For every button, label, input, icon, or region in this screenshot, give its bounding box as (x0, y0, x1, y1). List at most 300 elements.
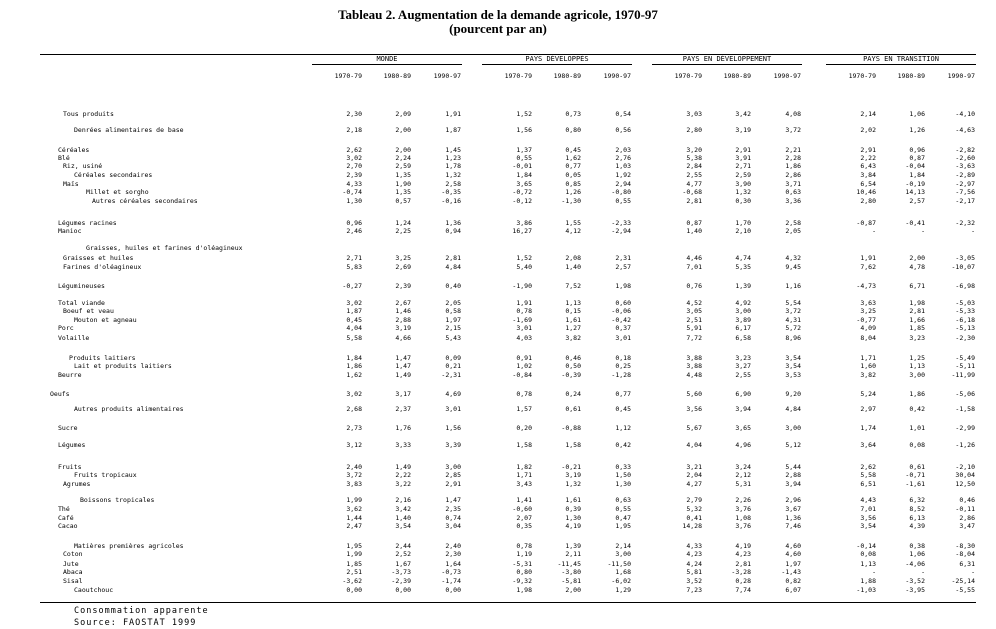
cell-value: -0,80 (611, 188, 631, 196)
cell-value: -3,05 (955, 254, 975, 262)
cell-value: 3,72 (785, 126, 801, 134)
cell-value: 0,85 (565, 180, 581, 188)
cell-value: 1,40 (686, 227, 702, 235)
cell-value: 3,23 (735, 354, 751, 362)
cell-value: 2,40 (445, 542, 461, 550)
cell-value: 0,25 (615, 362, 631, 370)
cell-value: 1,41 (516, 496, 532, 504)
cell-value: 3,54 (785, 362, 801, 370)
cell-value: 3,94 (735, 405, 751, 413)
cell-value: 2,55 (735, 371, 751, 379)
cell-value: 2,94 (615, 180, 631, 188)
cell-value: 3,00 (909, 371, 925, 379)
cell-value: 3,82 (565, 334, 581, 342)
cell-value: 3,20 (686, 146, 702, 154)
row-label: Légumineuses (58, 282, 105, 290)
cell-value: 2,73 (346, 424, 362, 432)
cell-value: 6,32 (909, 496, 925, 504)
cell-value: 3,22 (395, 480, 411, 488)
cell-value: 3,01 (516, 324, 532, 332)
cell-value: 0,00 (445, 586, 461, 594)
cell-value: 0,38 (909, 542, 925, 550)
cell-value: 0,78 (516, 390, 532, 398)
cell-value: 10,46 (856, 188, 876, 196)
cell-value: -7,56 (955, 188, 975, 196)
cell-value: 0,39 (565, 505, 581, 513)
cell-value: 9,20 (785, 390, 801, 398)
cell-value: 1,71 (516, 471, 532, 479)
cell-value: 1,87 (445, 126, 461, 134)
cell-value: 2,22 (395, 471, 411, 479)
table-row (0, 550, 996, 559)
cell-value: 1,13 (860, 560, 876, 568)
cell-value: - (971, 227, 975, 235)
row-label: Café (58, 514, 74, 522)
row-label: Sisal (63, 577, 83, 585)
cell-value: 1,87 (346, 307, 362, 315)
cell-value: 2,07 (516, 514, 532, 522)
cell-value: 0,58 (445, 307, 461, 315)
table-row (0, 505, 996, 514)
cell-value: 6,13 (909, 514, 925, 522)
cell-value: -1,03 (856, 586, 876, 594)
cell-value: 4,04 (686, 441, 702, 449)
cell-value: -0,14 (856, 542, 876, 550)
cell-value: 1,23 (445, 154, 461, 162)
cell-value: 6,54 (860, 180, 876, 188)
row-label: Riz, usiné (63, 162, 103, 170)
table-row (0, 362, 996, 371)
row-label: Légumes racines (58, 219, 117, 227)
cell-value: 4,39 (909, 522, 925, 530)
cell-value: 1,92 (615, 171, 631, 179)
cell-value: 1,61 (565, 316, 581, 324)
cell-value: 2,55 (686, 171, 702, 179)
table-row (0, 471, 996, 480)
cell-value: 1,57 (516, 405, 532, 413)
cell-value: 2,79 (686, 496, 702, 504)
cell-value: 2,59 (735, 171, 751, 179)
cell-value: 0,60 (615, 299, 631, 307)
cell-value: 2,22 (860, 154, 876, 162)
cell-value: -2,39 (391, 577, 411, 585)
cell-value: 8,52 (909, 505, 925, 513)
cell-value: 2,39 (395, 282, 411, 290)
cell-value: 7,52 (565, 282, 581, 290)
cell-value: 2,00 (909, 254, 925, 262)
cell-value: 2,62 (346, 146, 362, 154)
table-row (0, 586, 996, 595)
cell-value: -2,89 (955, 171, 975, 179)
cell-value: 2,68 (346, 405, 362, 413)
cell-value: 1,35 (395, 188, 411, 196)
cell-value: 3,04 (445, 522, 461, 530)
cell-value: 2,14 (615, 542, 631, 550)
cell-value: 14,28 (682, 522, 702, 530)
cell-value: 16,27 (512, 227, 532, 235)
cell-value: 0,15 (565, 307, 581, 315)
cell-value: -1,58 (955, 405, 975, 413)
cell-value: 7,01 (686, 263, 702, 271)
cell-value: 1,32 (735, 188, 751, 196)
cell-value: 3,27 (735, 362, 751, 370)
cell-value: 7,23 (686, 586, 702, 594)
group-header-label: PAYS EN DÉVELOPPEMENT (652, 55, 802, 65)
cell-value: -5,81 (561, 577, 581, 585)
cell-value: -0,06 (611, 307, 631, 315)
cell-value: -0,21 (561, 463, 581, 471)
cell-value: 2,00 (395, 126, 411, 134)
cell-value: 1,49 (395, 463, 411, 471)
row-label: Denrées alimentaires de base (74, 126, 184, 134)
cell-value: 4,52 (686, 299, 702, 307)
table-row (0, 110, 996, 119)
cell-value: 3,54 (395, 522, 411, 530)
cell-value: 4,33 (686, 542, 702, 550)
cell-value: 0,33 (615, 463, 631, 471)
cell-value: 3,65 (735, 424, 751, 432)
cell-value: - (872, 227, 876, 235)
cell-value: -0,12 (512, 197, 532, 205)
cell-value: 3,02 (346, 299, 362, 307)
row-label: Total viande (58, 299, 105, 307)
cell-value: 30,04 (955, 471, 975, 479)
cell-value: -2,97 (955, 180, 975, 188)
cell-value: 1,32 (445, 171, 461, 179)
cell-value: 1,56 (445, 424, 461, 432)
cell-value: 1,98 (615, 282, 631, 290)
cell-value: 3,86 (516, 219, 532, 227)
cell-value: 3,65 (516, 180, 532, 188)
cell-value: -4,63 (955, 126, 975, 134)
cell-value: 6,51 (860, 480, 876, 488)
cell-value: 4,19 (735, 542, 751, 550)
table-row (0, 405, 996, 414)
cell-value: 1,36 (785, 514, 801, 522)
table-row (0, 424, 996, 433)
cell-value: 0,96 (909, 146, 925, 154)
cell-value: 1,12 (615, 424, 631, 432)
year-header: 1970-79 (334, 72, 362, 80)
cell-value: 2,46 (346, 227, 362, 235)
cell-value: 1,66 (909, 316, 925, 324)
cell-value: 1,84 (516, 171, 532, 179)
cell-value: 2,35 (445, 505, 461, 513)
cell-value: 4,74 (735, 254, 751, 262)
cell-value: 4,84 (785, 405, 801, 413)
cell-value: 1,01 (909, 424, 925, 432)
cell-value: 2,58 (445, 180, 461, 188)
cell-value: 1,84 (909, 171, 925, 179)
cell-value: 2,16 (395, 496, 411, 504)
cell-value: 5,67 (686, 424, 702, 432)
cell-value: 0,63 (785, 188, 801, 196)
cell-value: 2,91 (735, 146, 751, 154)
cell-value: -3,80 (561, 568, 581, 576)
cell-value: 3,05 (686, 307, 702, 315)
cell-value: 2,88 (785, 471, 801, 479)
cell-value: 0,40 (445, 282, 461, 290)
table-row (0, 496, 996, 505)
cell-value: 3,00 (445, 463, 461, 471)
row-label: Manioc (58, 227, 82, 235)
cell-value: 1,86 (909, 390, 925, 398)
cell-value: -3,73 (391, 568, 411, 576)
cell-value: 3,02 (346, 154, 362, 162)
cell-value: 1,35 (395, 171, 411, 179)
cell-value: 4,31 (785, 316, 801, 324)
cell-value: -2,30 (955, 334, 975, 342)
cell-value: 4,12 (565, 227, 581, 235)
cell-value: 5,31 (735, 480, 751, 488)
cell-value: 0,82 (785, 577, 801, 585)
cell-value: -0,41 (905, 219, 925, 227)
cell-value: 1,99 (346, 550, 362, 558)
row-label: Autres céréales secondaires (92, 197, 198, 205)
cell-value: 0,55 (615, 197, 631, 205)
row-label: Porc (58, 324, 74, 332)
cell-value: 3,21 (686, 463, 702, 471)
cell-value: 0,78 (516, 542, 532, 550)
cell-value: 1,62 (565, 154, 581, 162)
cell-value: 1,47 (395, 354, 411, 362)
cell-value: 1,36 (445, 219, 461, 227)
cell-value: 1,30 (346, 197, 362, 205)
cell-value: 1,85 (346, 560, 362, 568)
cell-value: -11,50 (607, 560, 631, 568)
cell-value: 3,64 (860, 441, 876, 449)
cell-value: 7,01 (860, 505, 876, 513)
cell-value: - (872, 568, 876, 576)
table-row (0, 307, 996, 316)
cell-value: 0,46 (565, 354, 581, 362)
cell-value: 0,87 (909, 154, 925, 162)
cell-value: 14,13 (905, 188, 925, 196)
cell-value: -3,62 (342, 577, 362, 585)
cell-value: 3,03 (686, 110, 702, 118)
group-header-label: MONDE (312, 55, 462, 65)
cell-value: 1,74 (860, 424, 876, 432)
year-header: 1970-79 (504, 72, 532, 80)
cell-value: 1,13 (909, 362, 925, 370)
cell-value: 1,30 (615, 480, 631, 488)
cell-value: -5,33 (955, 307, 975, 315)
cell-value: -1,26 (955, 441, 975, 449)
cell-value: 1,26 (909, 126, 925, 134)
row-label: Mouton et agneau (74, 316, 137, 324)
cell-value: 1,52 (516, 110, 532, 118)
row-label: Volaille (58, 334, 90, 342)
row-label: Sucre (58, 424, 78, 432)
row-label: Tous produits (63, 110, 114, 118)
cell-value: 1,71 (860, 354, 876, 362)
cell-value: -5,31 (512, 560, 532, 568)
cell-value: -2,32 (955, 219, 975, 227)
table-row (0, 568, 996, 577)
cell-value: 4,33 (346, 180, 362, 188)
table-row (0, 522, 996, 531)
table-title: Tableau 2. Augmentation de la demande agricole, 1970-97 (338, 7, 658, 22)
cell-value: 6,07 (785, 586, 801, 594)
cell-value: 0,28 (735, 577, 751, 585)
cell-value: 2,81 (445, 254, 461, 262)
cell-value: 3,33 (395, 441, 411, 449)
cell-value: 2,91 (445, 480, 461, 488)
cell-value: 3,52 (686, 577, 702, 585)
cell-value: 6,31 (959, 560, 975, 568)
cell-value: 0,94 (445, 227, 461, 235)
cell-value: 0,08 (909, 441, 925, 449)
cell-value: 0,73 (565, 110, 581, 118)
cell-value: -0,71 (905, 471, 925, 479)
cell-value: -5,06 (955, 390, 975, 398)
cell-value: 1,39 (565, 542, 581, 550)
cell-value: 2,09 (395, 110, 411, 118)
cell-value: -4,73 (856, 282, 876, 290)
cell-value: 3,54 (785, 354, 801, 362)
cell-value: 0,45 (565, 146, 581, 154)
cell-value: -1,74 (441, 577, 461, 585)
cell-value: 0,20 (516, 424, 532, 432)
cell-value: 2,26 (735, 496, 751, 504)
cell-value: 1,99 (346, 496, 362, 504)
cell-value: 1,91 (860, 254, 876, 262)
cell-value: 7,62 (860, 263, 876, 271)
cell-value: 0,00 (346, 586, 362, 594)
cell-value: 0,46 (959, 496, 975, 504)
cell-value: 1,06 (909, 110, 925, 118)
cell-value: -6,98 (955, 282, 975, 290)
cell-value: 3,54 (860, 522, 876, 530)
cell-value: -2,10 (955, 463, 975, 471)
cell-value: 5,81 (686, 568, 702, 576)
cell-value: 1,58 (565, 441, 581, 449)
cell-value: 2,58 (785, 219, 801, 227)
cell-value: 5,54 (785, 299, 801, 307)
cell-value: 0,21 (445, 362, 461, 370)
cell-value: -6,18 (955, 316, 975, 324)
cell-value: 2,91 (860, 146, 876, 154)
cell-value: 7,72 (686, 334, 702, 342)
cell-value: 6,90 (735, 390, 751, 398)
cell-value: 1,97 (785, 560, 801, 568)
cell-value: 2,57 (615, 263, 631, 271)
row-label: Jute (63, 560, 79, 568)
group-header-0 (312, 55, 462, 65)
cell-value: -0,01 (512, 162, 532, 170)
table-row (0, 171, 996, 180)
footnote-source: Source: FAOSTAT 1999 (74, 618, 197, 628)
cell-value: -2,60 (955, 154, 975, 162)
cell-value: 3,00 (785, 424, 801, 432)
cell-value: 1,47 (445, 496, 461, 504)
cell-value: 2,81 (686, 197, 702, 205)
row-label: Lait et produits laitiers (74, 362, 172, 370)
cell-value: 4,32 (785, 254, 801, 262)
row-label: Céréales (58, 146, 90, 154)
cell-value: 5,91 (686, 324, 702, 332)
cell-value: 2,59 (395, 162, 411, 170)
cell-value: 2,37 (395, 405, 411, 413)
table-row (0, 371, 996, 380)
cell-value: -1,61 (905, 480, 925, 488)
cell-value: -5,13 (955, 324, 975, 332)
cell-value: 3,25 (860, 307, 876, 315)
cell-value: 5,32 (686, 505, 702, 513)
cell-value: 2,86 (959, 514, 975, 522)
cell-value: 0,24 (565, 390, 581, 398)
cell-value: 1,44 (346, 514, 362, 522)
cell-value: 0,05 (565, 171, 581, 179)
cell-value: 2,81 (909, 307, 925, 315)
group-header-label: PAYS DÉVELOPPÉS (482, 55, 632, 65)
table-row (0, 162, 996, 171)
cell-value: 5,12 (785, 441, 801, 449)
row-label: Produits laitiers (69, 354, 136, 362)
cell-value: -0,87 (856, 219, 876, 227)
cell-value: 1,97 (445, 316, 461, 324)
cell-value: 2,00 (565, 586, 581, 594)
cell-value: 1,25 (909, 354, 925, 362)
cell-value: 8,96 (785, 334, 801, 342)
table-row (0, 197, 996, 206)
cell-value: 1,39 (735, 282, 751, 290)
cell-value: 4,24 (686, 560, 702, 568)
cell-value: 2,00 (395, 146, 411, 154)
cell-value: 1,24 (395, 219, 411, 227)
cell-value: 1,85 (909, 324, 925, 332)
cell-value: 3,76 (735, 505, 751, 513)
cell-value: -2,82 (955, 146, 975, 154)
cell-value: 4,03 (516, 334, 532, 342)
cell-value: 0,41 (686, 514, 702, 522)
cell-value: 5,43 (445, 334, 461, 342)
cell-value: 0,80 (565, 126, 581, 134)
cell-value: - (921, 227, 925, 235)
year-header: 1980-89 (553, 72, 581, 80)
cell-value: 1,76 (395, 424, 411, 432)
row-label: Matières premières agricoles (74, 542, 184, 550)
cell-value: 4,23 (686, 550, 702, 558)
cell-value: 4,84 (445, 263, 461, 271)
cell-value: 1,64 (445, 560, 461, 568)
cell-value: 3,83 (346, 480, 362, 488)
cell-value: 1,26 (565, 188, 581, 196)
group-header-2 (652, 55, 802, 65)
cell-value: 2,51 (346, 568, 362, 576)
cell-value: 2,28 (785, 154, 801, 162)
cell-value: 2,21 (785, 146, 801, 154)
cell-value: -4,10 (955, 110, 975, 118)
cell-value: 3,89 (735, 316, 751, 324)
row-label: Boeuf et veau (63, 307, 114, 315)
cell-value: -2,99 (955, 424, 975, 432)
cell-value: 0,78 (516, 307, 532, 315)
cell-value: 1,86 (785, 162, 801, 170)
cell-value: 1,60 (860, 362, 876, 370)
cell-value: 1,82 (516, 463, 532, 471)
table-row (0, 126, 996, 135)
cell-value: 1,98 (516, 586, 532, 594)
cell-value: 0,56 (615, 126, 631, 134)
cell-value: 2,52 (395, 550, 411, 558)
cell-value: 2,10 (735, 227, 751, 235)
cell-value: -4,06 (905, 560, 925, 568)
cell-value: 0,00 (395, 586, 411, 594)
footnote-consumption: Consommation apparente (74, 606, 209, 616)
cell-value: 1,91 (445, 110, 461, 118)
cell-value: 3,01 (445, 405, 461, 413)
